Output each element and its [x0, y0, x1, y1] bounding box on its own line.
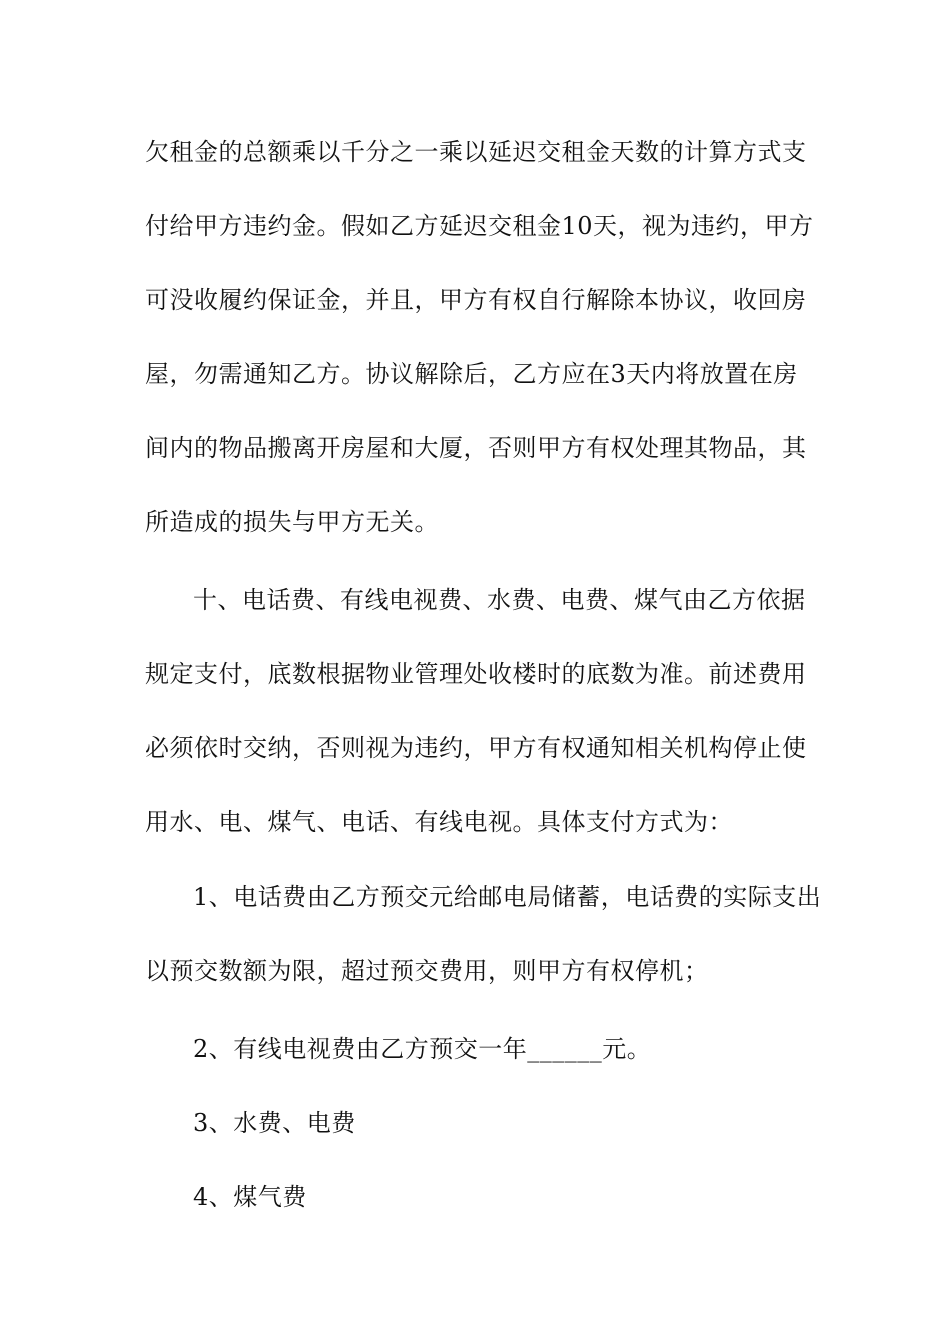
paragraph-line: 4、煤气费: [193, 1183, 307, 1211]
paragraph-line: 付给甲方违约金。假如乙方延迟交租金10天，视为违约，甲方: [145, 212, 814, 240]
paragraph-line: 规定支付，底数根据物业管理处收楼时的底数为准。前述费用: [145, 660, 807, 688]
paragraph-line: 必须依时交纳，否则视为违约，甲方有权通知相关机构停止使: [145, 734, 807, 762]
paragraph-line: 可没收履约保证金，并且，甲方有权自行解除本协议，收回房: [145, 286, 807, 314]
paragraph-line: 3、水费、电费: [193, 1109, 356, 1137]
paragraph-line: 屋，勿需通知乙方。协议解除后，乙方应在3天内将放置在房: [145, 360, 798, 388]
paragraph-line: 十、电话费、有线电视费、水费、电费、煤气由乙方依据: [193, 586, 806, 614]
paragraph-line: 间内的物品搬离开房屋和大厦，否则甲方有权处理其物品，其: [145, 434, 807, 462]
paragraph-line: 欠租金的总额乘以千分之一乘以延迟交租金天数的计算方式支: [145, 138, 807, 166]
paragraph-line: 所造成的损失与甲方无关。: [145, 508, 439, 536]
paragraph-line: 1、电话费由乙方预交元给邮电局储蓄，电话费的实际支出: [193, 883, 822, 911]
paragraph-line: 用水、电、煤气、电话、有线电视。具体支付方式为：: [145, 808, 733, 836]
paragraph-line: 2、有线电视费由乙方预交一年______元。: [193, 1035, 652, 1063]
paragraph-line: 以预交数额为限，超过预交费用，则甲方有权停机；: [145, 957, 709, 985]
